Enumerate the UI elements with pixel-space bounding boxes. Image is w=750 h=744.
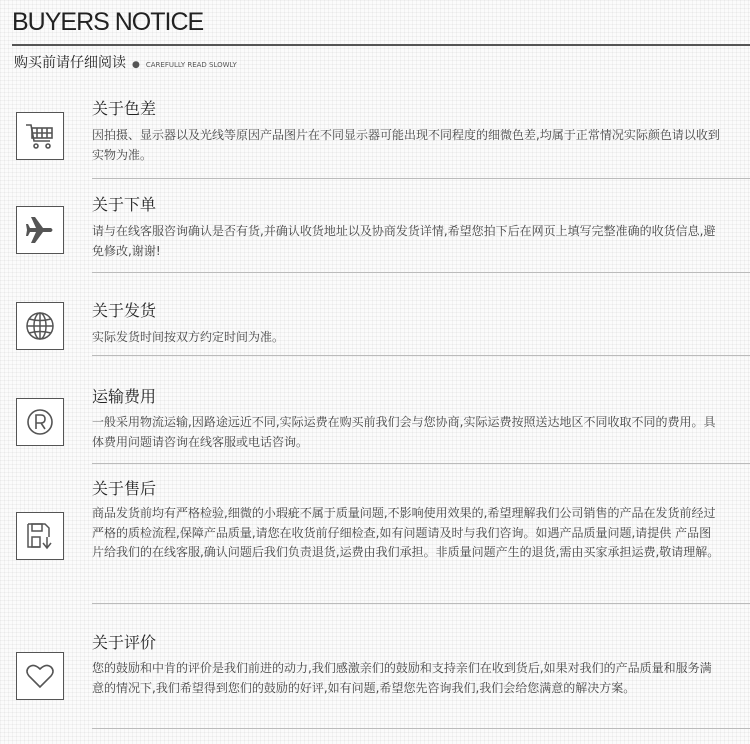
section-divider (92, 178, 750, 179)
subtitle-chinese: 购买前请仔细阅读 (14, 55, 126, 71)
section-title: 关于色差 (92, 99, 157, 118)
heart-icon (16, 652, 64, 700)
subtitle-row (14, 52, 237, 72)
section-body: 实际发货时间按双方约定时间为准。 (92, 330, 285, 344)
shopping-cart-icon (16, 112, 64, 160)
registered-icon (16, 398, 64, 446)
section-divider (92, 463, 750, 464)
globe-icon (16, 302, 64, 350)
section-body: 一般采用物流运输,因路途远近不同,实际运费在购买前我们会与您协商,实际运费按照送达地区不同收取不同的费用。具体费用问题请咨询在线客服或电话咨询。 (92, 415, 716, 449)
section-title: 运输费用 (92, 387, 157, 406)
section-body: 因拍摄、显示器以及光线等原因产品图片在不同显示器可能出现不同程度的细微色差,均属于正常情况实际颜色请以收到实物为准。 (92, 128, 720, 162)
section-divider (92, 272, 750, 273)
section-divider (92, 355, 750, 356)
section-title: 关于售后 (92, 479, 157, 498)
header-divider (12, 44, 750, 46)
section-body: 请与在线客服咨询确认是否有货,并确认收货地址以及协商发货详情,希望您拍下后在网页上填写完整准确的收货信息,避免修改,谢谢! (92, 224, 716, 258)
section-title: 关于下单 (92, 195, 157, 214)
section-body: 您的鼓励和中肯的评价是我们前进的动力,我们感激亲们的鼓励和支持亲们在收到货后,如果对我们的产品质量和服务满意的情况下,我们希望得到您们的鼓励的好评,如有问题,希望您先咨询我们,我们会给您满意的解决方案。 (92, 661, 712, 695)
section-divider (92, 728, 750, 729)
page-title: BUYERS NOTICE (12, 8, 204, 36)
subtitle-english: CAREFULLY READ SLOWLY (145, 61, 237, 69)
section-title: 关于发货 (92, 301, 157, 320)
subtitle-bullet: ● (132, 60, 140, 70)
section-divider (92, 603, 750, 604)
save-download-icon (16, 512, 64, 560)
section-title: 关于评价 (92, 633, 157, 652)
section-body: 商品发货前均有严格检验,细微的小瑕疵不属于质量问题,不影响使用效果的,希望理解我们公司销售的产品在发货前经过严格的质检流程,保障产品质量,请您在收货前仔细检查,如有问题请及时与我们咨询。如遇产品质量问题,请提供 产品图片给我们的在线客服,确认问题后我们负责退货,运费由我们承担。非质量问题产生的退货,需由买家承担运费,敬请理解。 (92, 506, 720, 559)
airplane-icon (16, 206, 64, 254)
